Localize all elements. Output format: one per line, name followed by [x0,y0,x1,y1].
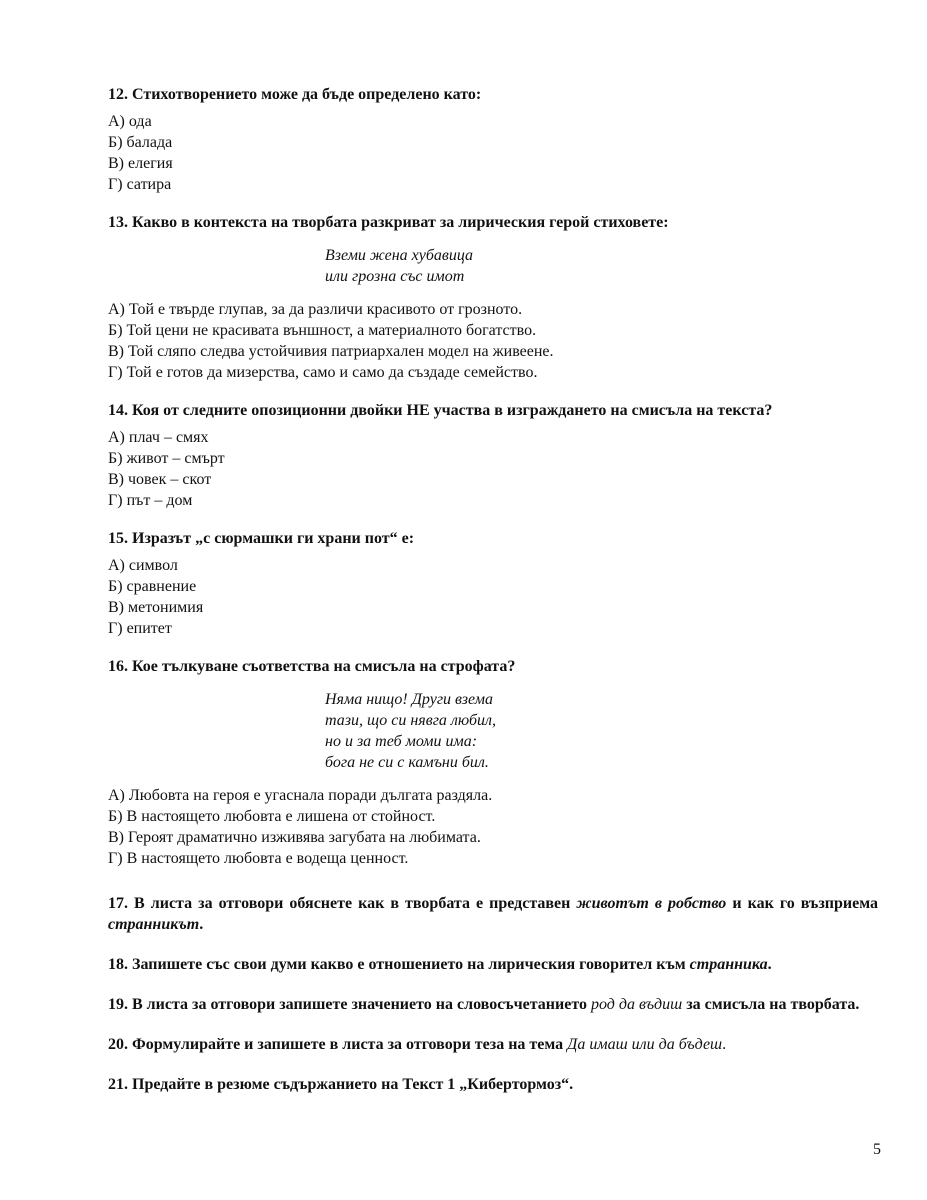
poem-excerpt [325,245,878,287]
task-text-part: 21. Предайте в резюме съдържанието на Текст 1 „Кибертормоз“. [108,1076,574,1093]
question-15 [108,528,878,639]
task-text-part: . [767,956,772,973]
poem-line: тази, що си нявга любил, [325,712,496,729]
question-title: 15. Изразът „с сюрмашки ги храни пот“ е: [108,530,415,547]
poem-line: но и за теб моми има: [325,733,478,750]
option: Б) Той цени не красивата външност, а материалното богатство. [108,322,537,339]
task-text-part: 18. Запишете със свои думи какво е отношението на лирическия говорител към [108,956,690,973]
task-text [108,893,878,935]
question-title: 12. Стихотворението може да бъде определено като: [108,86,482,103]
option: Г) път – дом [108,492,193,509]
options-list [108,427,878,511]
question-title: 16. Кое тълкуване съответства на смисъла на строфата? [108,658,516,675]
option: В) метонимия [108,599,204,616]
question-16 [108,656,878,869]
option: Г) Той е готов да мизерства, само и само да създаде семейство. [108,364,538,381]
task-text [108,994,878,1015]
task-20 [108,1034,878,1055]
poem-excerpt [325,689,878,773]
option: А) Любовта на героя е угаснала поради дългата раздяла. [108,787,493,804]
option: Б) балада [108,134,173,151]
question-12 [108,84,878,195]
poem-line: бога не си с камъни бил. [325,754,489,771]
question-13 [108,212,878,383]
option: Б) сравнение [108,578,197,595]
question-title: 14. Коя от следните опозиционни двойки НЕ участва в изграждането на смисъла на текста? [108,402,773,419]
task-emphasis: род да въдиш [591,996,683,1013]
task-text [108,1034,878,1055]
poem-line: Вземи жена хубавица [325,247,474,264]
task-text-part: 19. В листа за отговори запишете значението на словосъчетанието [108,996,591,1013]
option: А) символ [108,557,178,574]
task-21 [108,1074,878,1095]
options-list [108,111,878,195]
option: А) ода [108,113,152,130]
option: Г) В настоящето любовта е водеща ценност. [108,850,409,867]
task-text-part: и как го възприема [726,895,878,912]
option: В) Той сляпо следва устойчивия патриархален модел на живеене. [108,343,554,360]
options-list [108,785,878,869]
options-list [108,299,878,383]
task-text-part: за смисъла на творбата. [682,996,860,1013]
task-text [108,1074,878,1095]
task-17 [108,893,878,935]
task-text-part: . [722,1036,727,1053]
task-19 [108,994,878,1015]
poem-line: или грозна със имот [325,268,465,285]
options-list [108,555,878,639]
task-text [108,954,878,975]
task-emphasis: Да имаш или да бъдеш [567,1036,723,1053]
task-emphasis: животът в робство [576,895,727,912]
option: В) човек – скот [108,471,212,488]
question-title: 13. Какво в контекста на творбата разкриват за лирическия герой стиховете: [108,214,669,231]
option: Б) живот – смърт [108,450,225,467]
task-emphasis: странника [689,956,768,973]
task-18 [108,954,878,975]
option: В) елегия [108,155,173,172]
task-emphasis: странникът [108,916,200,933]
task-text-part: 17. В листа за отговори обяснете как в творбата е представен [108,895,577,912]
option: В) Героят драматично изживява загубата на любимата. [108,829,481,846]
page-number: 5 [873,1141,881,1158]
task-text-part: 20. Формулирайте и запишете в листа за отговори теза на тема [108,1036,568,1053]
option: А) Той е твърде глупав, за да различи красивото от грозното. [108,301,523,318]
option: А) плач – смях [108,429,209,446]
option: Б) В настоящето любовта е лишена от стойност. [108,808,436,825]
poem-line: Няма нищо! Други взема [325,691,493,708]
option: Г) епитет [108,620,172,637]
question-14 [108,400,878,511]
task-text-part: . [199,916,204,933]
option: Г) сатира [108,176,172,193]
exam-page [108,84,878,1114]
